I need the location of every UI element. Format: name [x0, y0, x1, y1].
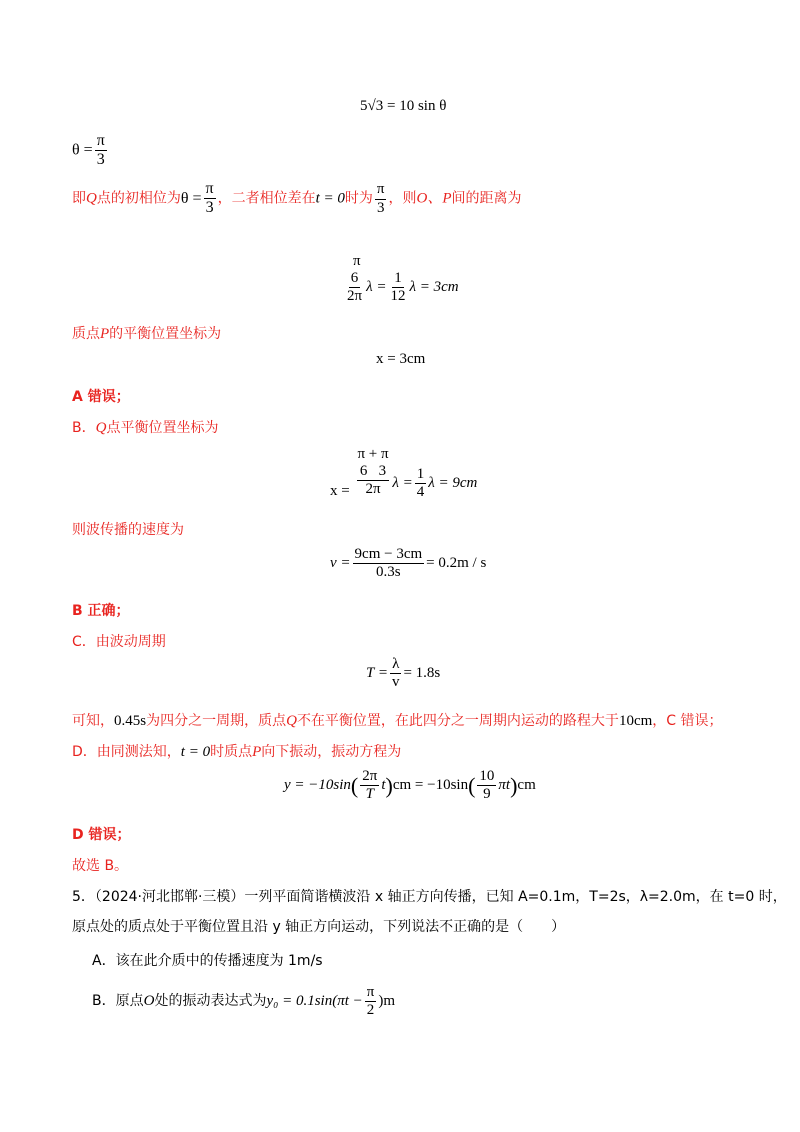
equation-4: x = 3cm [376, 351, 426, 367]
option-b-line: B．Q点平衡位置坐标为 [72, 420, 219, 436]
option-a-verdict: A 错误； [72, 389, 130, 405]
equation-1: 5√3 = 10 sin θ [360, 98, 447, 114]
equation-6: v = $\frac{9cm - 3cm}{0.3s}$ = 0.2m / s [330, 546, 487, 581]
question-5-line2: 原点处的质点处于平衡位置且沿 y 轴正方向运动，下列说法不正确的是（ ） [72, 919, 566, 935]
option-c-line: C．由波动周期 [72, 634, 166, 650]
equation-3: π $\frac{6}{2\pi}$ λ = $\frac{1}{12}$ λ = 3cm [347, 253, 459, 305]
option-d-verdict: D 错误； [72, 827, 131, 843]
position-line: 质点P的平衡位置坐标为 [72, 326, 222, 342]
equation-7: T = $\frac{\lambda}{v}$ = 1.8s [366, 656, 441, 691]
question-5-option-a: A．该在此介质中的传播速度为 1m/s [92, 953, 323, 969]
option-d-line: D．由同测法知，t = 0时质点P向下振动，振动方程为 [72, 744, 402, 760]
conclusion-c-line: 可知，0.45s为四分之一周期，质点Q不在平衡位置，在此四分之一周期内运动的路程大于10cm，C 错误； [72, 713, 723, 729]
speed-line: 则波传播的速度为 [72, 522, 184, 538]
phase-line: 即Q点的初相位为θ = $\frac{\pi}{3}$ ，二者相位差在t = 0时为 $\frac{\pi}{3}$ ，则O、P间的距离为 [72, 180, 522, 217]
equation-2: θ = $\frac{\pi}{3}$ [72, 132, 105, 169]
question-5-line1: 5．（2024·河北邯郸·三模）一列平面简谐横波沿 x 轴正方向传播，已知 A=0.1m，T=2s，λ=2.0m，在 t=0 时， [72, 889, 787, 905]
question-5-option-b: B．原点O处的振动表达式为y₀ = 0.1sin(πt − $\frac{\pi}{2}$ )m [92, 984, 396, 1019]
option-b-verdict: B 正确； [72, 603, 130, 619]
answer-line: 故选 B。 [72, 858, 129, 874]
equation-8: y = −10sin( $\frac{2\pi}{T}$ t)cm = −10sin( $\frac{10}{9}$ πt)cm [284, 768, 536, 803]
equation-5: x = π + π 6 3 2π λ = $\frac{1}{4}$ λ = 9cm [330, 446, 478, 501]
